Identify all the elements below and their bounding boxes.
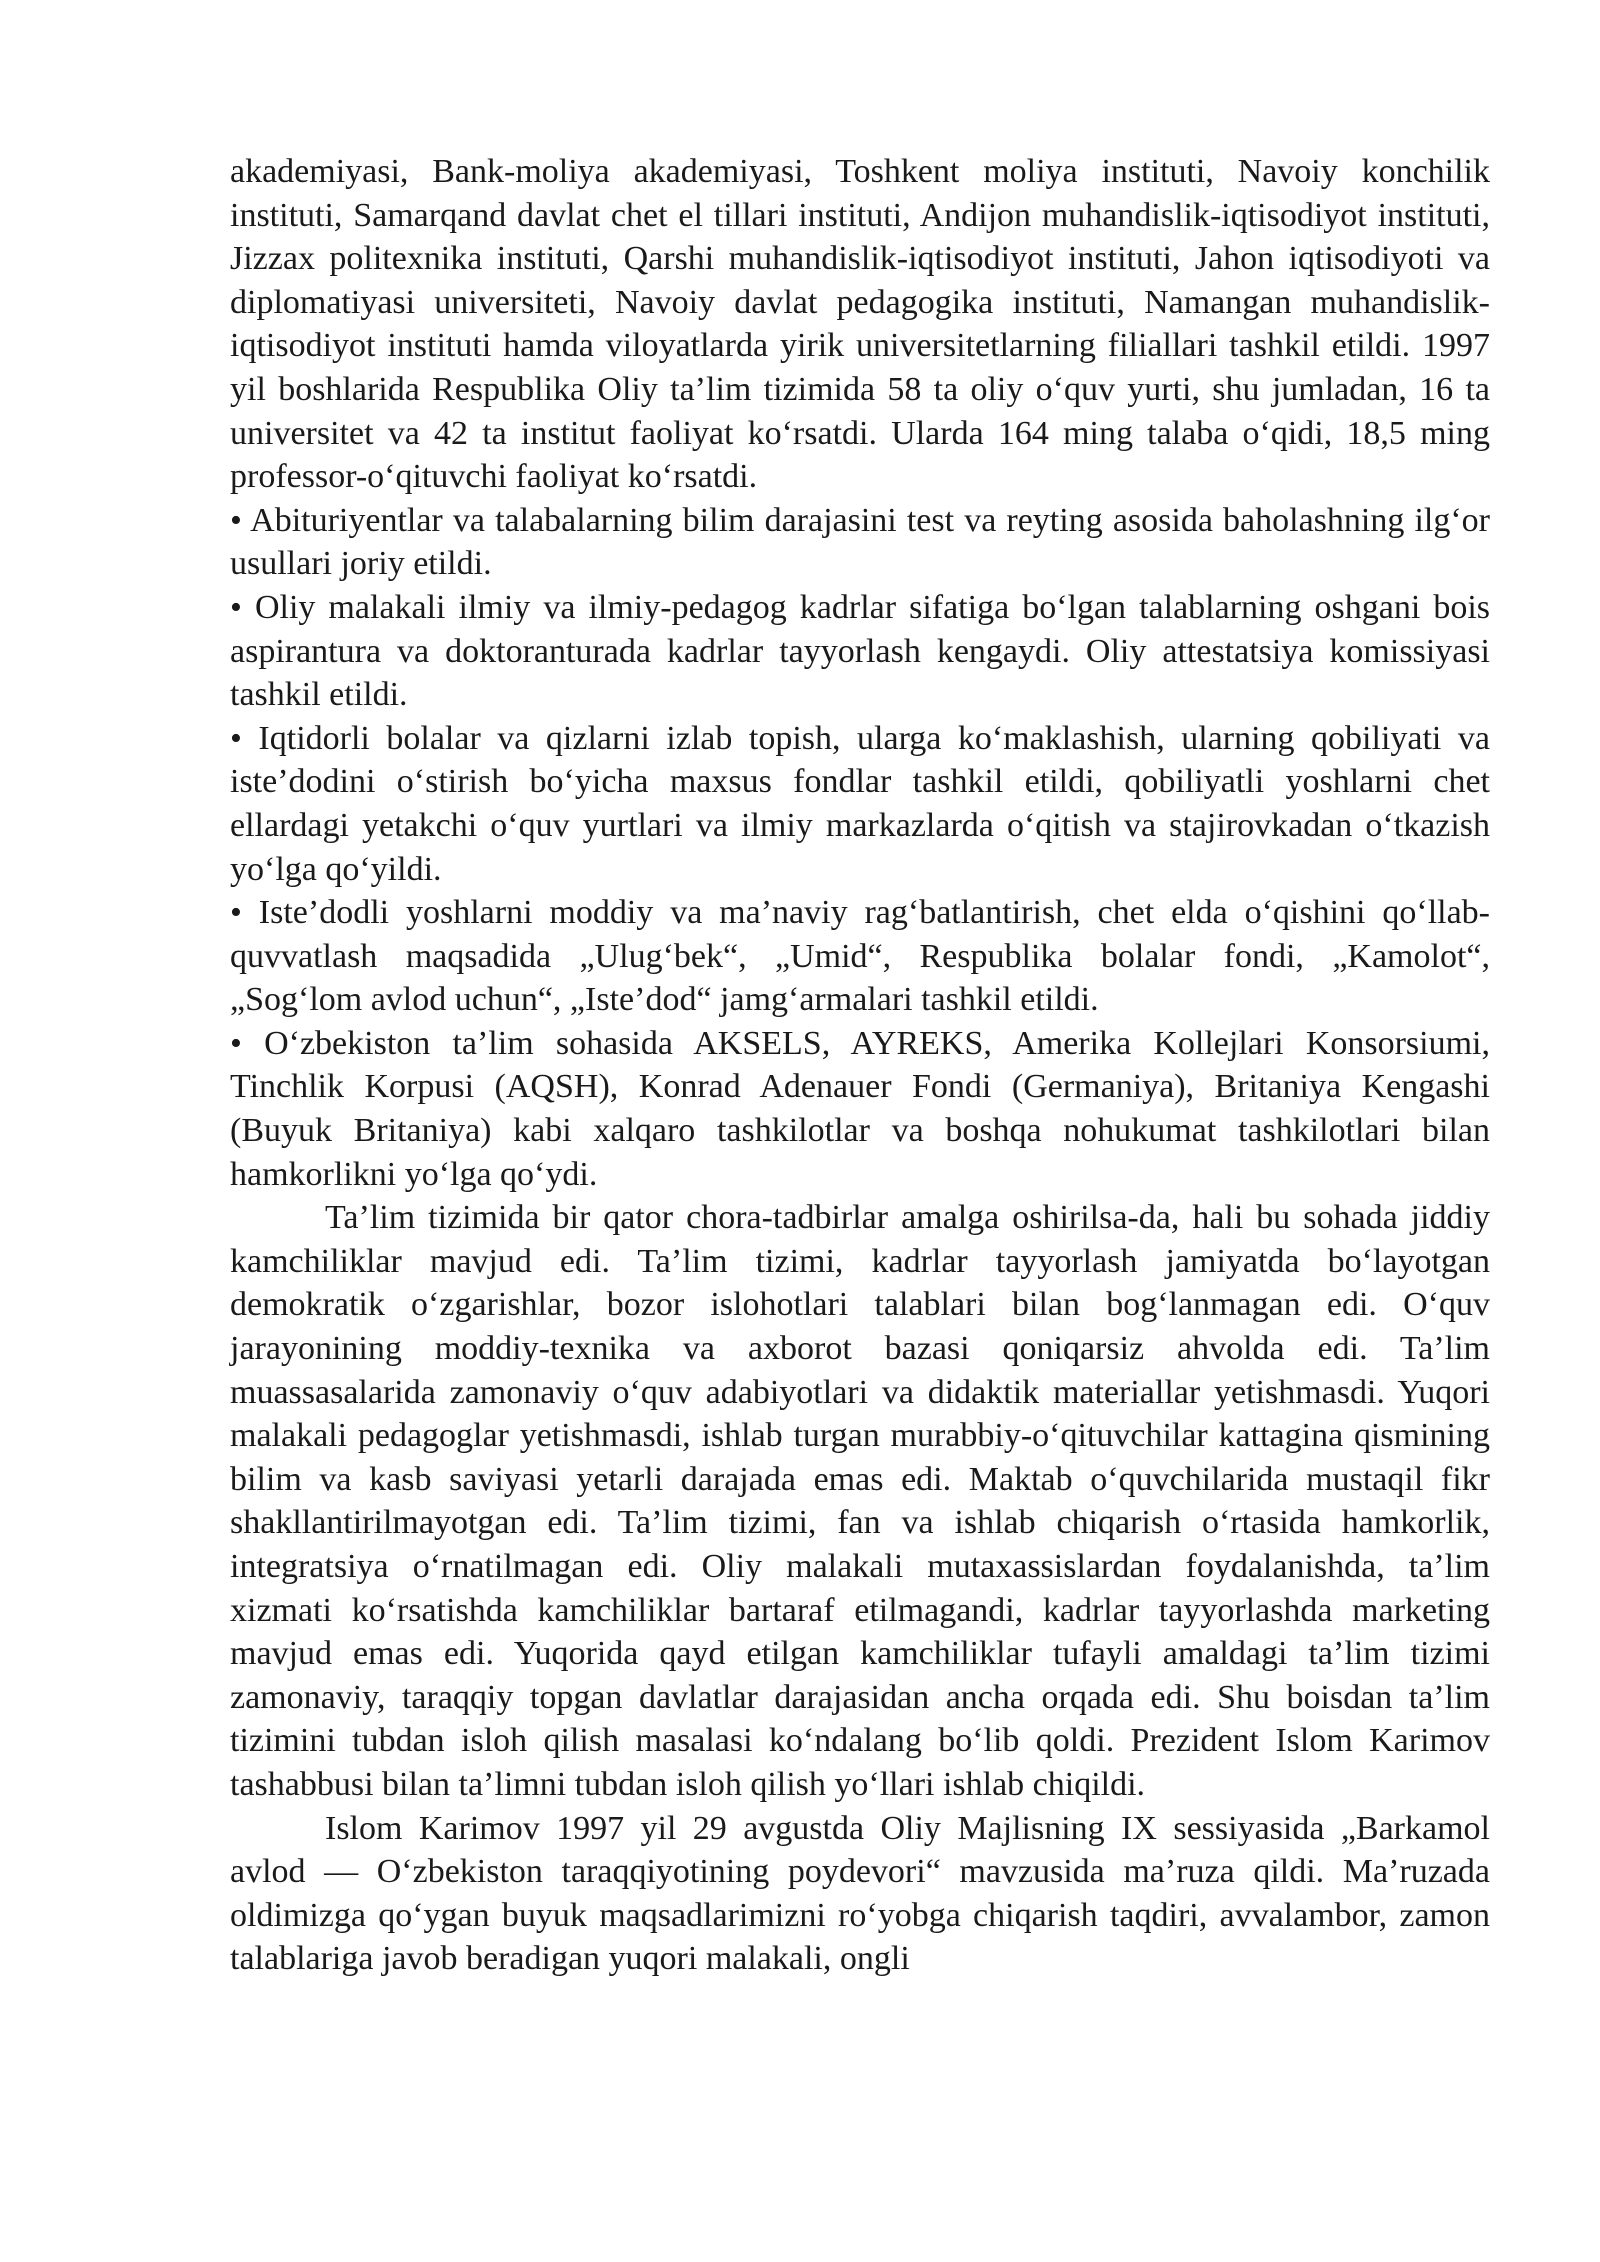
bullet-abituriyentlar: • Abituriyentlar va talabalarning bilim darajasini test va reyting asosida baholashning ilg‘or usullari joriy etildi. xyxy=(230,501,1490,583)
paragraph-institutions: akademiyasi, Bank-moliya akademiyasi, Toshkent moliya instituti, Navoiy konchilik instituti, Samarqand davlat chet el tillari instituti, Andijon muhandislik-iqtisodiyot instituti, Jizzax politexnika instituti, Qarshi muhandislik-iqtisodiyot instituti, Jahon iqtisodiyoti va diplomatiyasi universiteti, Navoiy davlat pedagogika instituti, Namangan muhandislik-iqtisodiyot instituti hamda viloyatlarda yirik universitetlarning filiallari tashkil etildi. 1997 yil boshlarida Respublika Oliy ta’lim tizimida 58 ta oliy o‘quv yurti, shu jumladan, 16 ta universitet va 42 ta institut faoliyat ko‘rsatdi. Ularda 164 ming talaba o‘qidi, 18,5 ming professor-o‘qituvchi faoliyat ko‘rsatdi. xyxy=(230,153,1490,496)
paragraph-kamchiliklar: Ta’lim tizimida bir qator chora-tadbirlar amalga oshirilsa-da, hali bu sohada jiddiy kamchiliklar mavjud edi. Ta’lim tizimi, kadrlar tayyorlash jamiyatda bo‘layotgan demokratik o‘zgarishlar, bozor islohotlari talablari bilan bog‘lanmagan edi. O‘quv jarayonining moddiy-texnika va axborot bazasi qoniqarsiz ahvolda edi. Ta’lim muassasalarida zamonaviy o‘quv adabiyotlari va didaktik materiallar yetishmasdi. Yuqori malakali pedagoglar yetishmasdi, ishlab turgan murabbiy-o‘qituvchilar kattagina qismining bilim va kasb saviyasi yetarli darajada emas edi. Maktab o‘quvchilarida mustaqil fikr shakllantirilmayotgan edi. Ta’lim tizimi, fan va ishlab chiqarish o‘rtasida hamkorlik, integratsiya o‘rnatilmagan edi. Oliy malakali mutaxassislardan foydalanishda, ta’lim xizmati ko‘rsatishda kamchiliklar bartaraf etilmagandi, kadrlar tayyorlashda marketing mavjud emas edi. Yuqorida qayd etilgan kamchiliklar tufayli amaldagi ta’lim tizimi zamonaviy, taraqqiy topgan davlatlar darajasidan ancha orqada edi. Shu boisdan ta’lim tizimini tubdan isloh qilish masalasi ko‘ndalang bo‘lib qoldi. Prezident Islom Karimov tashabbusi bilan ta’limni tubdan isloh qilish yo‘llari ishlab chiqildi. xyxy=(230,1199,1490,1803)
bullet-istedodli: • Iste’dodli yoshlarni moddiy va ma’naviy rag‘batlantirish, chet elda o‘qishini qo‘llab-quvvatlash maqsadida „Ulug‘bek“, „Umid“, Respublika bolalar fondi, „Kamolot“, „Sog‘lom avlod uchun“, „Iste’dod“ jamg‘armalari tashkil etildi. xyxy=(230,894,1490,1019)
paragraph-maruza: Islom Karimov 1997 yil 29 avgustda Oliy Majlisning IX sessiyasida „Barkamol avlod — O‘zbekiston taraqqiyotining poydevori“ mavzusida ma’ruza qildi. Ma’ruzada oldimizga qo‘ygan buyuk maqsadlarimizni ro‘yobga chiqarish taqdiri, avvalambor, zamon talablariga javob beradigan yuqori malakali, ongli xyxy=(230,1809,1490,1978)
bullet-iqtidorli: • Iqtidorli bolalar va qizlarni izlab topish, ularga ko‘maklashish, ularning qobiliyati va iste’dodini o‘stirish bo‘yicha maxsus fondlar tashkil etildi, qobiliyatli yoshlarni chet ellardagi yetakchi o‘quv yurtlari va ilmiy markazlarda o‘qitish va stajirovkadan o‘tkazish yo‘lga qo‘yildi. xyxy=(230,719,1490,888)
bullet-ozbekiston: • O‘zbekiston ta’lim sohasida AKSELS, AYREKS, Amerika Kollejlari Konsorsiumi, Tinchlik Korpusi (AQSH), Konrad Adenauer Fondi (Germaniya), Britaniya Kengashi (Buyuk Britaniya) kabi xalqaro tashkilotlar va boshqa nohukumat tashkilotlari bilan hamkorlikni yo‘lga qo‘ydi. xyxy=(230,1024,1490,1193)
bullet-oliy-malakali: • Oliy malakali ilmiy va ilmiy-pedagog kadrlar sifatiga bo‘lgan talablarning oshgani bois aspirantura va doktoranturada kadrlar tayyorlash kengaydi. Oliy attestatsiya komissiyasi tashkil etildi. xyxy=(230,588,1490,714)
document-page xyxy=(230,150,1490,1981)
